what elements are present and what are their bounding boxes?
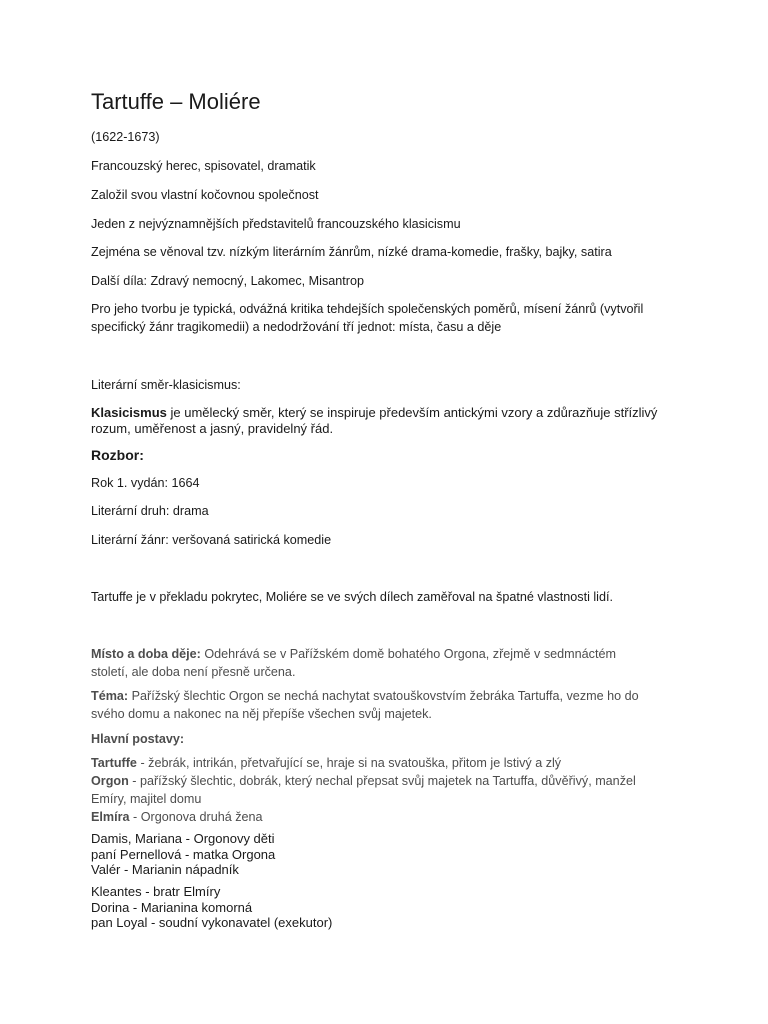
character-name: Orgon — [91, 774, 129, 788]
list-item: Dorina - Marianina komorná — [91, 899, 253, 915]
character-orgon-cont: Emíry, majitel domu — [91, 792, 202, 806]
list-item: Kleantes - bratr Elmíry — [91, 884, 221, 899]
intro-line-6b: specifický žánr tragikomedii) a nedodržování tří jednot: místa, času a děje — [91, 320, 502, 334]
literary-kind: Literární druh: drama — [91, 504, 209, 518]
character-tartuffe — [91, 754, 691, 772]
character-elmira — [91, 808, 691, 826]
intro-line-3: Jeden z nejvýznamnějších představitelů francouzského klasicismu — [91, 217, 461, 231]
classicism-def-b: rozum, uměřenost a jasný, pravidelný řád. — [91, 420, 334, 436]
intro-paragraph — [91, 300, 691, 336]
list-item: pan Loyal - soudní vykonavatel (exekutor) — [91, 915, 333, 930]
intro-line-1: Francouzský herec, spisovatel, dramatik — [91, 159, 316, 173]
character-group-1 — [91, 831, 691, 878]
page-title: Tartuffe – Moliére — [91, 89, 261, 114]
author-years: (1622-1673) — [91, 130, 160, 144]
analysis-heading: Rozbor: — [91, 447, 144, 463]
intro-line-6a: Pro jeho tvorbu je typická, odvážná kritika tehdejších společenských poměrů, mísení žánrů (vytvořil — [91, 302, 644, 316]
character-name: Tartuffe — [91, 756, 137, 770]
character-desc: - Orgonova druhá žena — [129, 810, 263, 824]
setting-text-b: století, ale doba není přesně určena. — [91, 665, 296, 679]
list-item: Valér - Marianin nápadník — [91, 862, 239, 877]
intro-line-4: Zejména se věnoval tzv. nízkým literárním žánrům, nízké drama-komedie, frašky, bajky, satira — [91, 245, 612, 259]
setting-label: Místo a doba děje: — [91, 647, 201, 661]
theme-text-b: svého domu a nakonec na něj přepíše všechen svůj majetek. — [91, 707, 432, 721]
character-desc: - pařížský šlechtic, dobrák, který nechal přepsat svůj majetek na Tartuffa, důvěřivý, manžel — [128, 774, 636, 788]
setting-text-a: Odehrává se v Pařížském domě bohatého Orgona, zřejmě v sedmnáctém — [200, 647, 616, 661]
main-characters — [91, 754, 691, 826]
classicism-definition — [91, 405, 691, 436]
theme-text-a: Pařížský šlechtic Orgon se nechá nachytat svatouškovstvím žebráka Tartuffa, vezme ho do — [128, 689, 639, 703]
title-meaning: Tartuffe je v překladu pokrytec, Moliére se ve svých dílech zaměřoval na špatné vlastnosti lidí. — [91, 590, 613, 604]
list-item: paní Pernellová - matka Orgona — [91, 846, 276, 862]
intro-line-5: Další díla: Zdravý nemocný, Lakomec, Misantrop — [91, 274, 364, 288]
literary-genre: Literární žánr: veršovaná satirická komedie — [91, 533, 332, 547]
characters-heading: Hlavní postavy: — [91, 732, 185, 746]
character-orgon — [91, 772, 691, 790]
theme-paragraph — [91, 687, 691, 723]
theme-label: Téma: — [91, 689, 129, 703]
intro-line-2: Založil svou vlastní kočovnou společnost — [91, 188, 319, 202]
classicism-def-a: je umělecký směr, který se inspiruje především antickými vzory a zdůrazňuje střízlivý — [166, 405, 658, 420]
literary-style-label: Literární směr-klasicismus: — [91, 378, 241, 392]
setting-paragraph — [91, 645, 691, 681]
character-desc: - žebrák, intrikán, přetvařující se, hraje si na svatouška, přitom je lstivý a zlý — [136, 756, 562, 770]
classicism-term: Klasicismus — [91, 405, 167, 420]
list-item: Damis, Mariana - Orgonovy děti — [91, 831, 275, 846]
character-group-2 — [91, 884, 691, 931]
publication-year: Rok 1. vydán: 1664 — [91, 476, 200, 490]
character-name: Elmíra — [91, 810, 130, 824]
